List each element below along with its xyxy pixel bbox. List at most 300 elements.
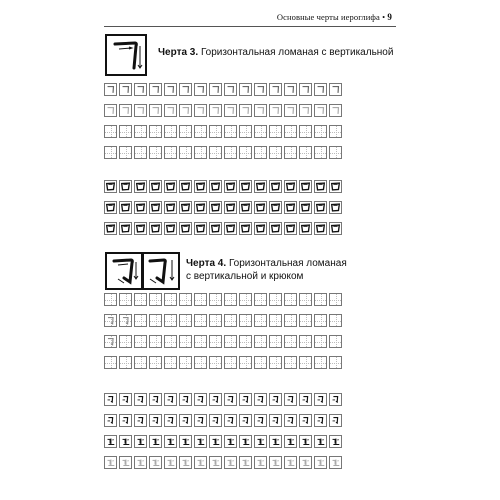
practice-cell xyxy=(254,146,267,159)
practice-row-4-2 xyxy=(104,314,342,327)
practice-cell xyxy=(194,435,207,448)
practice-glyph xyxy=(255,84,266,95)
practice-glyph xyxy=(300,105,311,116)
practice-cell xyxy=(329,201,342,214)
practice-glyph xyxy=(225,202,236,213)
practice-cell xyxy=(269,435,282,448)
practice-glyph xyxy=(135,223,146,234)
practice-cell xyxy=(194,201,207,214)
practice-cell xyxy=(299,180,312,193)
practice-cell xyxy=(224,356,237,369)
practice-cell xyxy=(179,125,192,138)
practice-glyph xyxy=(225,394,236,405)
practice-cell xyxy=(269,414,282,427)
practice-cell xyxy=(179,222,192,235)
practice-cell xyxy=(149,356,162,369)
practice-cell xyxy=(284,393,297,406)
practice-cell xyxy=(179,314,192,327)
practice-glyph xyxy=(210,181,221,192)
section-3-label: Черта 3. xyxy=(158,47,199,58)
practice-cell xyxy=(209,314,222,327)
stroke-4-icon-2 xyxy=(142,252,180,290)
practice-glyph xyxy=(210,436,221,447)
practice-cell xyxy=(209,435,222,448)
practice-cell xyxy=(314,456,327,469)
practice-cell xyxy=(299,83,312,96)
practice-cell xyxy=(239,393,252,406)
practice-cell xyxy=(164,180,177,193)
practice-cell xyxy=(209,414,222,427)
stroke-4-icon-1 xyxy=(105,252,143,290)
practice-cell xyxy=(149,435,162,448)
horizontal-vertical-hook-stroke-icon xyxy=(107,254,141,288)
practice-cell xyxy=(119,293,132,306)
practice-glyph xyxy=(150,181,161,192)
practice-cell xyxy=(149,335,162,348)
practice-cell xyxy=(119,435,132,448)
practice-glyph xyxy=(315,181,326,192)
practice-cell xyxy=(209,180,222,193)
practice-glyph xyxy=(105,84,116,95)
practice-glyph xyxy=(225,105,236,116)
practice-cell xyxy=(134,83,147,96)
practice-cell xyxy=(194,180,207,193)
practice-glyph xyxy=(240,457,251,468)
practice-glyph xyxy=(180,457,191,468)
practice-glyph xyxy=(285,84,296,95)
practice-cell xyxy=(299,293,312,306)
practice-cell xyxy=(194,393,207,406)
practice-glyph xyxy=(225,436,236,447)
practice-glyph xyxy=(120,181,131,192)
practice-glyph xyxy=(150,436,161,447)
practice-cell xyxy=(149,125,162,138)
practice-glyph xyxy=(195,84,206,95)
practice-cell xyxy=(209,201,222,214)
practice-glyph xyxy=(210,457,221,468)
practice-cell xyxy=(194,456,207,469)
practice-cell xyxy=(314,146,327,159)
practice-cell xyxy=(239,104,252,117)
practice-cell xyxy=(239,456,252,469)
practice-cell xyxy=(314,83,327,96)
practice-glyph xyxy=(330,415,341,426)
practice-glyph xyxy=(195,105,206,116)
practice-cell xyxy=(149,222,162,235)
practice-glyph xyxy=(270,436,281,447)
practice-cell xyxy=(284,104,297,117)
practice-glyph xyxy=(135,181,146,192)
practice-glyph xyxy=(225,457,236,468)
practice-cell xyxy=(239,222,252,235)
practice-row-3-6 xyxy=(104,201,342,214)
practice-cell xyxy=(329,222,342,235)
practice-cell xyxy=(254,222,267,235)
practice-cell xyxy=(269,180,282,193)
practice-glyph xyxy=(210,223,221,234)
practice-cell xyxy=(164,414,177,427)
practice-glyph xyxy=(270,202,281,213)
practice-cell xyxy=(314,180,327,193)
practice-row-4-3 xyxy=(104,335,342,348)
practice-cell xyxy=(239,83,252,96)
practice-glyph xyxy=(105,315,116,326)
practice-cell xyxy=(179,435,192,448)
practice-cell xyxy=(224,180,237,193)
practice-cell xyxy=(134,414,147,427)
practice-row-3-7 xyxy=(104,222,342,235)
practice-glyph xyxy=(105,415,116,426)
practice-cell xyxy=(239,180,252,193)
practice-cell xyxy=(209,125,222,138)
practice-cell xyxy=(119,146,132,159)
practice-glyph xyxy=(180,436,191,447)
practice-row-4-8 xyxy=(104,456,342,469)
practice-glyph xyxy=(240,394,251,405)
practice-cell xyxy=(134,293,147,306)
practice-cell xyxy=(224,146,237,159)
practice-cell xyxy=(284,201,297,214)
practice-cell xyxy=(104,435,117,448)
practice-cell xyxy=(224,222,237,235)
practice-cell xyxy=(299,393,312,406)
practice-cell xyxy=(314,314,327,327)
practice-glyph xyxy=(180,202,191,213)
practice-cell xyxy=(164,201,177,214)
practice-glyph xyxy=(150,415,161,426)
practice-cell xyxy=(194,293,207,306)
practice-cell xyxy=(239,146,252,159)
practice-cell xyxy=(269,146,282,159)
practice-glyph xyxy=(150,105,161,116)
practice-cell xyxy=(314,201,327,214)
practice-cell xyxy=(284,146,297,159)
practice-glyph xyxy=(300,394,311,405)
practice-cell xyxy=(104,201,117,214)
practice-cell xyxy=(254,314,267,327)
practice-cell xyxy=(209,83,222,96)
practice-row-3-3 xyxy=(104,125,342,138)
practice-glyph xyxy=(195,202,206,213)
practice-glyph xyxy=(165,223,176,234)
practice-cell xyxy=(149,414,162,427)
practice-cell xyxy=(119,314,132,327)
practice-cell xyxy=(149,146,162,159)
practice-cell xyxy=(284,414,297,427)
practice-row-4-1 xyxy=(104,293,342,306)
practice-glyph xyxy=(225,223,236,234)
practice-cell xyxy=(179,83,192,96)
practice-cell xyxy=(164,83,177,96)
practice-cell xyxy=(314,435,327,448)
section-4-description-line-2: с вертикальной и крюком xyxy=(186,271,304,282)
practice-cell xyxy=(104,356,117,369)
practice-glyph xyxy=(300,436,311,447)
practice-glyph xyxy=(255,394,266,405)
practice-glyph xyxy=(240,415,251,426)
practice-glyph xyxy=(135,415,146,426)
practice-glyph xyxy=(330,202,341,213)
practice-cell xyxy=(284,456,297,469)
practice-cell xyxy=(254,456,267,469)
practice-cell xyxy=(179,180,192,193)
practice-cell xyxy=(209,335,222,348)
practice-glyph xyxy=(135,84,146,95)
practice-cell xyxy=(239,293,252,306)
practice-cell xyxy=(164,335,177,348)
practice-cell xyxy=(194,356,207,369)
running-header xyxy=(104,12,396,27)
practice-cell xyxy=(119,83,132,96)
practice-cell xyxy=(254,125,267,138)
practice-glyph xyxy=(120,223,131,234)
practice-cell xyxy=(329,293,342,306)
practice-cell xyxy=(194,222,207,235)
practice-glyph xyxy=(120,436,131,447)
practice-cell xyxy=(314,414,327,427)
practice-glyph xyxy=(315,394,326,405)
practice-glyph xyxy=(210,84,221,95)
practice-glyph xyxy=(105,105,116,116)
practice-glyph xyxy=(165,105,176,116)
practice-cell xyxy=(104,393,117,406)
practice-glyph xyxy=(120,394,131,405)
practice-glyph xyxy=(135,394,146,405)
practice-cell xyxy=(314,125,327,138)
practice-cell xyxy=(104,180,117,193)
practice-glyph xyxy=(180,394,191,405)
practice-glyph xyxy=(195,436,206,447)
practice-cell xyxy=(179,414,192,427)
practice-glyph xyxy=(195,457,206,468)
practice-cell xyxy=(329,146,342,159)
practice-cell xyxy=(134,180,147,193)
page-number: 9 xyxy=(387,12,392,22)
practice-cell xyxy=(314,222,327,235)
practice-row-3-5 xyxy=(104,180,342,193)
practice-glyph xyxy=(165,202,176,213)
practice-cell xyxy=(104,104,117,117)
practice-glyph xyxy=(330,105,341,116)
practice-cell xyxy=(299,201,312,214)
practice-cell xyxy=(194,335,207,348)
practice-cell xyxy=(329,125,342,138)
practice-cell xyxy=(149,83,162,96)
practice-glyph xyxy=(210,105,221,116)
practice-glyph xyxy=(285,223,296,234)
practice-glyph xyxy=(315,436,326,447)
practice-cell xyxy=(179,293,192,306)
practice-glyph xyxy=(165,436,176,447)
practice-cell xyxy=(329,335,342,348)
practice-glyph xyxy=(210,202,221,213)
practice-cell xyxy=(119,222,132,235)
practice-cell xyxy=(269,293,282,306)
practice-cell xyxy=(209,104,222,117)
practice-cell xyxy=(239,125,252,138)
practice-glyph xyxy=(165,394,176,405)
practice-cell xyxy=(314,335,327,348)
practice-glyph xyxy=(315,105,326,116)
practice-cell xyxy=(224,414,237,427)
practice-glyph xyxy=(135,105,146,116)
practice-glyph xyxy=(240,436,251,447)
practice-cell xyxy=(119,180,132,193)
practice-glyph xyxy=(330,457,341,468)
practice-glyph xyxy=(240,223,251,234)
practice-cell xyxy=(179,104,192,117)
practice-glyph xyxy=(135,457,146,468)
practice-cell xyxy=(269,104,282,117)
practice-cell xyxy=(329,456,342,469)
practice-glyph xyxy=(285,394,296,405)
practice-cell xyxy=(284,335,297,348)
practice-glyph xyxy=(240,181,251,192)
practice-cell xyxy=(269,201,282,214)
practice-glyph xyxy=(240,84,251,95)
practice-glyph xyxy=(105,436,116,447)
practice-glyph xyxy=(315,457,326,468)
practice-glyph xyxy=(255,415,266,426)
practice-glyph xyxy=(255,181,266,192)
practice-glyph xyxy=(285,181,296,192)
practice-glyph xyxy=(270,394,281,405)
practice-glyph xyxy=(315,202,326,213)
practice-cell xyxy=(164,435,177,448)
practice-glyph xyxy=(165,84,176,95)
practice-cell xyxy=(179,456,192,469)
practice-cell xyxy=(134,335,147,348)
practice-cell xyxy=(314,104,327,117)
practice-cell xyxy=(314,356,327,369)
practice-glyph xyxy=(165,181,176,192)
horizontal-vertical-stroke-icon xyxy=(107,36,145,74)
practice-glyph xyxy=(285,457,296,468)
practice-cell xyxy=(239,435,252,448)
practice-cell xyxy=(164,356,177,369)
practice-cell xyxy=(239,201,252,214)
practice-cell xyxy=(239,314,252,327)
practice-cell xyxy=(224,435,237,448)
practice-cell xyxy=(149,293,162,306)
practice-cell xyxy=(284,435,297,448)
practice-glyph xyxy=(105,457,116,468)
practice-glyph xyxy=(105,181,116,192)
practice-glyph xyxy=(150,84,161,95)
practice-cell xyxy=(119,125,132,138)
section-3-title xyxy=(158,46,393,59)
practice-cell xyxy=(254,293,267,306)
practice-glyph xyxy=(210,415,221,426)
practice-cell xyxy=(329,83,342,96)
practice-cell xyxy=(329,414,342,427)
practice-glyph xyxy=(240,202,251,213)
practice-glyph xyxy=(210,394,221,405)
practice-cell xyxy=(164,125,177,138)
practice-cell xyxy=(224,104,237,117)
practice-cell xyxy=(299,222,312,235)
practice-cell xyxy=(254,83,267,96)
practice-cell xyxy=(299,435,312,448)
practice-glyph xyxy=(165,415,176,426)
practice-glyph xyxy=(105,202,116,213)
practice-cell xyxy=(149,104,162,117)
practice-cell xyxy=(299,414,312,427)
practice-glyph xyxy=(255,202,266,213)
section-4-title xyxy=(186,257,347,283)
practice-cell xyxy=(104,222,117,235)
practice-glyph xyxy=(300,223,311,234)
practice-glyph xyxy=(270,457,281,468)
practice-glyph xyxy=(330,181,341,192)
practice-cell xyxy=(299,104,312,117)
practice-cell xyxy=(239,335,252,348)
practice-glyph xyxy=(135,202,146,213)
practice-cell xyxy=(104,414,117,427)
practice-cell xyxy=(179,393,192,406)
practice-cell xyxy=(164,293,177,306)
practice-cell xyxy=(254,356,267,369)
practice-glyph xyxy=(150,394,161,405)
practice-cell xyxy=(209,356,222,369)
practice-glyph xyxy=(120,105,131,116)
practice-cell xyxy=(104,456,117,469)
practice-cell xyxy=(134,456,147,469)
practice-cell xyxy=(299,146,312,159)
practice-glyph xyxy=(315,84,326,95)
practice-cell xyxy=(224,335,237,348)
practice-row-4-4 xyxy=(104,356,342,369)
practice-glyph xyxy=(270,105,281,116)
practice-cell xyxy=(224,83,237,96)
practice-row-3-2 xyxy=(104,104,342,117)
practice-cell xyxy=(149,201,162,214)
practice-cell xyxy=(254,201,267,214)
practice-glyph xyxy=(105,223,116,234)
practice-glyph xyxy=(315,223,326,234)
practice-glyph xyxy=(120,415,131,426)
practice-cell xyxy=(254,435,267,448)
practice-cell xyxy=(194,104,207,117)
stroke-3-icon xyxy=(105,34,147,76)
practice-glyph xyxy=(315,415,326,426)
practice-cell xyxy=(269,456,282,469)
practice-glyph xyxy=(120,457,131,468)
practice-cell xyxy=(224,456,237,469)
practice-glyph xyxy=(225,415,236,426)
practice-glyph xyxy=(195,181,206,192)
practice-glyph xyxy=(330,436,341,447)
practice-cell xyxy=(134,222,147,235)
practice-cell xyxy=(134,146,147,159)
practice-cell xyxy=(239,414,252,427)
practice-cell xyxy=(149,314,162,327)
practice-cell xyxy=(314,293,327,306)
practice-cell xyxy=(284,314,297,327)
practice-cell xyxy=(119,356,132,369)
practice-cell xyxy=(164,393,177,406)
practice-glyph xyxy=(150,202,161,213)
practice-cell xyxy=(194,83,207,96)
practice-cell xyxy=(269,356,282,369)
practice-cell xyxy=(119,456,132,469)
practice-cell xyxy=(119,414,132,427)
practice-cell xyxy=(254,104,267,117)
section-3-description: Горизонтальная ломаная с вертикальной xyxy=(200,47,394,58)
practice-cell xyxy=(284,125,297,138)
practice-glyph xyxy=(165,457,176,468)
practice-cell xyxy=(299,125,312,138)
